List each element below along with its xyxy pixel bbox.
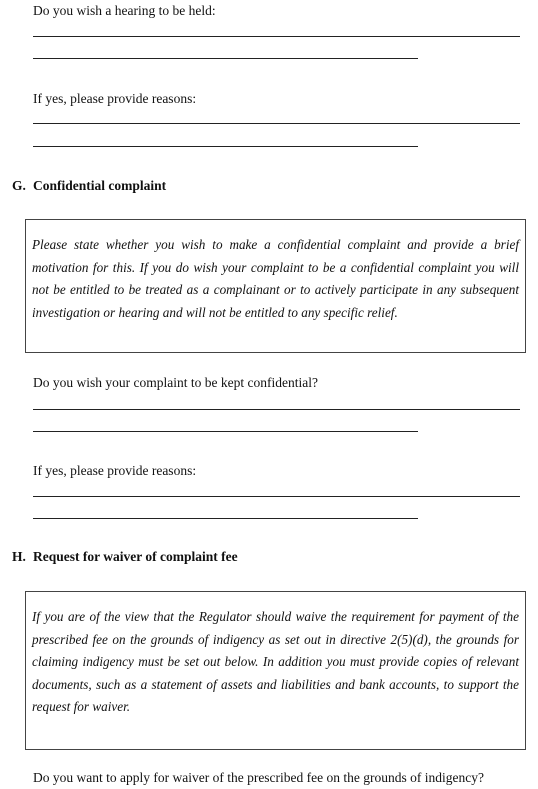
confidential-reasons-line-2[interactable] <box>33 518 418 519</box>
section-h-title: Request for waiver of complaint fee <box>33 549 238 564</box>
section-h-instructions-box <box>25 591 526 750</box>
hearing-question: Do you wish a hearing to be held: <box>33 3 216 18</box>
hearing-answer-line-1[interactable] <box>33 36 520 37</box>
section-g-instructions: Please state whether you wish to make a confidential complaint and provide a brief motivation for this. If you do wish your complaint to be a confidential complaint you will not be entitled to be treated as a complainant or to actively participate in any subsequent investigation or hearing and will not be entitled to any specific relief. <box>32 237 519 320</box>
confidential-reasons-prompt: If yes, please provide reasons: <box>33 463 197 478</box>
hearing-reasons-line-1[interactable] <box>33 123 520 124</box>
confidential-answer-line-1[interactable] <box>33 409 520 410</box>
hearing-reasons-prompt: If yes, please provide reasons: <box>33 91 197 106</box>
confidential-answer-line-2[interactable] <box>33 431 418 432</box>
section-h-heading <box>12 549 238 565</box>
waiver-question: Do you want to apply for waiver of the prescribed fee on the grounds of indigency? <box>33 770 484 785</box>
section-h-instructions: If you are of the view that the Regulator should waive the requirement for payment of the prescribed fee on the grounds of indigency as set out in directive 2(5)(d), the grounds for claiming indigency must be set out below. In addition you must provide copies of relevant documents, such as a statement of assets and liabilities and bank accounts, to support the request for waiver. <box>32 609 519 715</box>
hearing-answer-line-2[interactable] <box>33 58 418 59</box>
section-g-heading <box>12 178 166 194</box>
confidential-question: Do you wish your complaint to be kept confidential? <box>33 375 318 390</box>
hearing-reasons-line-2[interactable] <box>33 146 418 147</box>
section-g-letter: G. <box>12 178 26 193</box>
section-g-instructions-box <box>25 219 526 353</box>
section-h-letter: H. <box>12 549 26 564</box>
confidential-reasons-line-1[interactable] <box>33 496 520 497</box>
section-g-title: Confidential complaint <box>33 178 167 193</box>
